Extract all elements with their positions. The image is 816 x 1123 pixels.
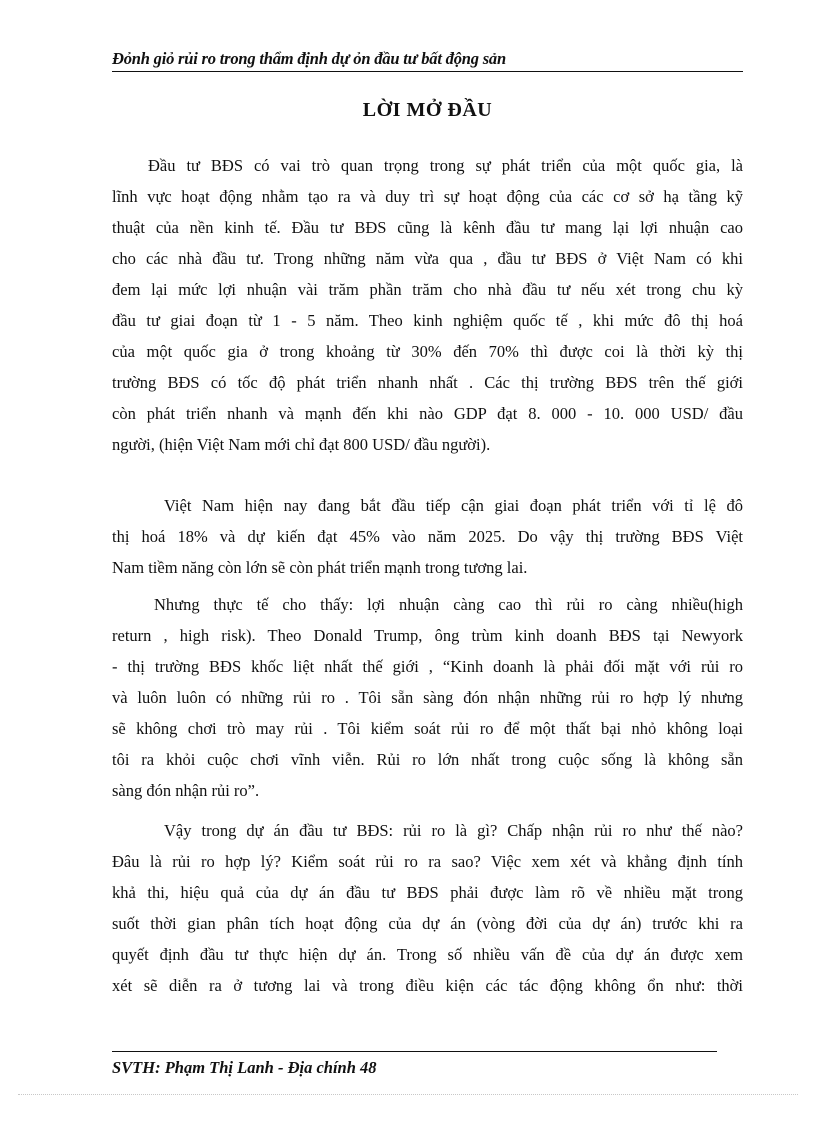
text-line: tôi ra khỏi cuộc chơi vĩnh viễn. Rủi ro lớn nhất trong cuộc sống là không sẵn xyxy=(112,750,743,769)
text-line: đem lại mức lợi nhuận vài trăm phần trăm cho nhà đầu tư nếu xét trong chu kỳ xyxy=(112,280,743,299)
running-header: Đỏnh giỏ rủi ro trong thẩm định dự ỏn đầu tư bất động sản xyxy=(112,49,506,68)
text-line: của một quốc gia ở trong khoảng từ 30% đến 70% thì được coi là thời kỳ thị xyxy=(112,342,743,361)
text-line: return , high risk). Theo Donald Trump, ông trùm kinh doanh BĐS tại Newyork xyxy=(112,626,743,645)
paragraph-risk-quote xyxy=(112,589,743,806)
text-line: xét sẽ diễn ra ở tương lai và trong điều kiện các tác động không ổn như: thời xyxy=(112,976,743,995)
footer-rule xyxy=(112,1051,717,1052)
text-line: người, (hiện Việt Nam mới chỉ đạt 800 USD/ đầu người). xyxy=(112,435,491,454)
paragraph-questions xyxy=(112,815,743,1001)
text-line: sàng đón nhận rủi ro”. xyxy=(112,781,260,800)
page-title: LỜI MỞ ĐẦU xyxy=(362,99,493,121)
text-line: quyết định đầu tư thực hiện dự án. Trong số nhiều vấn đề của dự án được xem xyxy=(112,945,743,964)
footer-author: SVTH: Phạm Thị Lanh - Địa chính 48 xyxy=(112,1058,377,1077)
text-line: Đầu tư BĐS có vai trò quan trọng trong sự phát triển của một quốc gia, là xyxy=(148,156,743,175)
text-line: thị hoá 18% và dự kiến đạt 45% vào năm 2025. Do vậy thị trường BĐS Việt xyxy=(112,527,743,546)
text-line: Nam tiềm năng còn lớn sẽ còn phát triển mạnh trong tương lai. xyxy=(112,558,528,577)
text-line: trường BĐS có tốc độ phát triển nhanh nhất . Các thị trường BĐS trên thế giới xyxy=(112,373,743,392)
paragraph-urbanization xyxy=(112,490,743,583)
text-line: cho các nhà đầu tư. Trong những năm vừa qua , đầu tư BĐS ở Việt Nam có khi xyxy=(112,249,743,268)
text-line: Vậy trong dự án đầu tư BĐS: rủi ro là gì? Chấp nhận rủi ro như thế nào? xyxy=(164,821,743,840)
header-rule xyxy=(112,71,743,72)
text-line: sẽ không chơi trò may rủi . Tôi kiểm soát rủi ro để một thất bại nhỏ không loại xyxy=(112,719,743,738)
paragraph-intro xyxy=(112,150,743,460)
text-line: suốt thời gian phân tích hoạt động của dự án (vòng đời của dự án) trước khi ra xyxy=(112,914,743,933)
text-line: đầu tư giai đoạn từ 1 - 5 năm. Theo kinh nghiệm quốc tế , khi mức đô thị hoá xyxy=(112,311,743,330)
text-line: thuật của nền kinh tế. Đầu tư BĐS cũng là kênh đầu tư mang lại lợi nhuận cao xyxy=(112,218,743,237)
text-line: còn phát triển nhanh và mạnh đến khi nào GDP đạt 8. 000 - 10. 000 USD/ đầu xyxy=(112,404,743,423)
text-line: Nhưng thực tế cho thấy: lợi nhuận càng cao thì rủi ro càng nhiều(high xyxy=(154,595,743,614)
text-line: lĩnh vực hoạt động nhằm tạo ra và duy trì sự hoạt động của các cơ sở hạ tầng kỹ xyxy=(112,187,743,206)
text-line: khả thi, hiệu quả của dự án đầu tư BĐS phải được làm rõ về nhiều mặt trong xyxy=(112,883,743,902)
text-line: Việt Nam hiện nay đang bắt đầu tiếp cận giai đoạn phát triển với tỉ lệ đô xyxy=(164,496,743,515)
page-bottom-dotted-rule xyxy=(18,1094,798,1095)
text-line: Đâu là rủi ro hợp lý? Kiểm soát rủi ro ra sao? Việc xem xét và khẳng định tính xyxy=(112,852,743,871)
text-line: - thị trường BĐS khốc liệt nhất thế giới , “Kinh doanh là phải đối mặt với rủi ro xyxy=(112,657,743,676)
text-line: và luôn luôn có những rủi ro . Tôi sẵn sàng đón nhận những rủi ro hợp lý nhưng xyxy=(112,688,743,707)
